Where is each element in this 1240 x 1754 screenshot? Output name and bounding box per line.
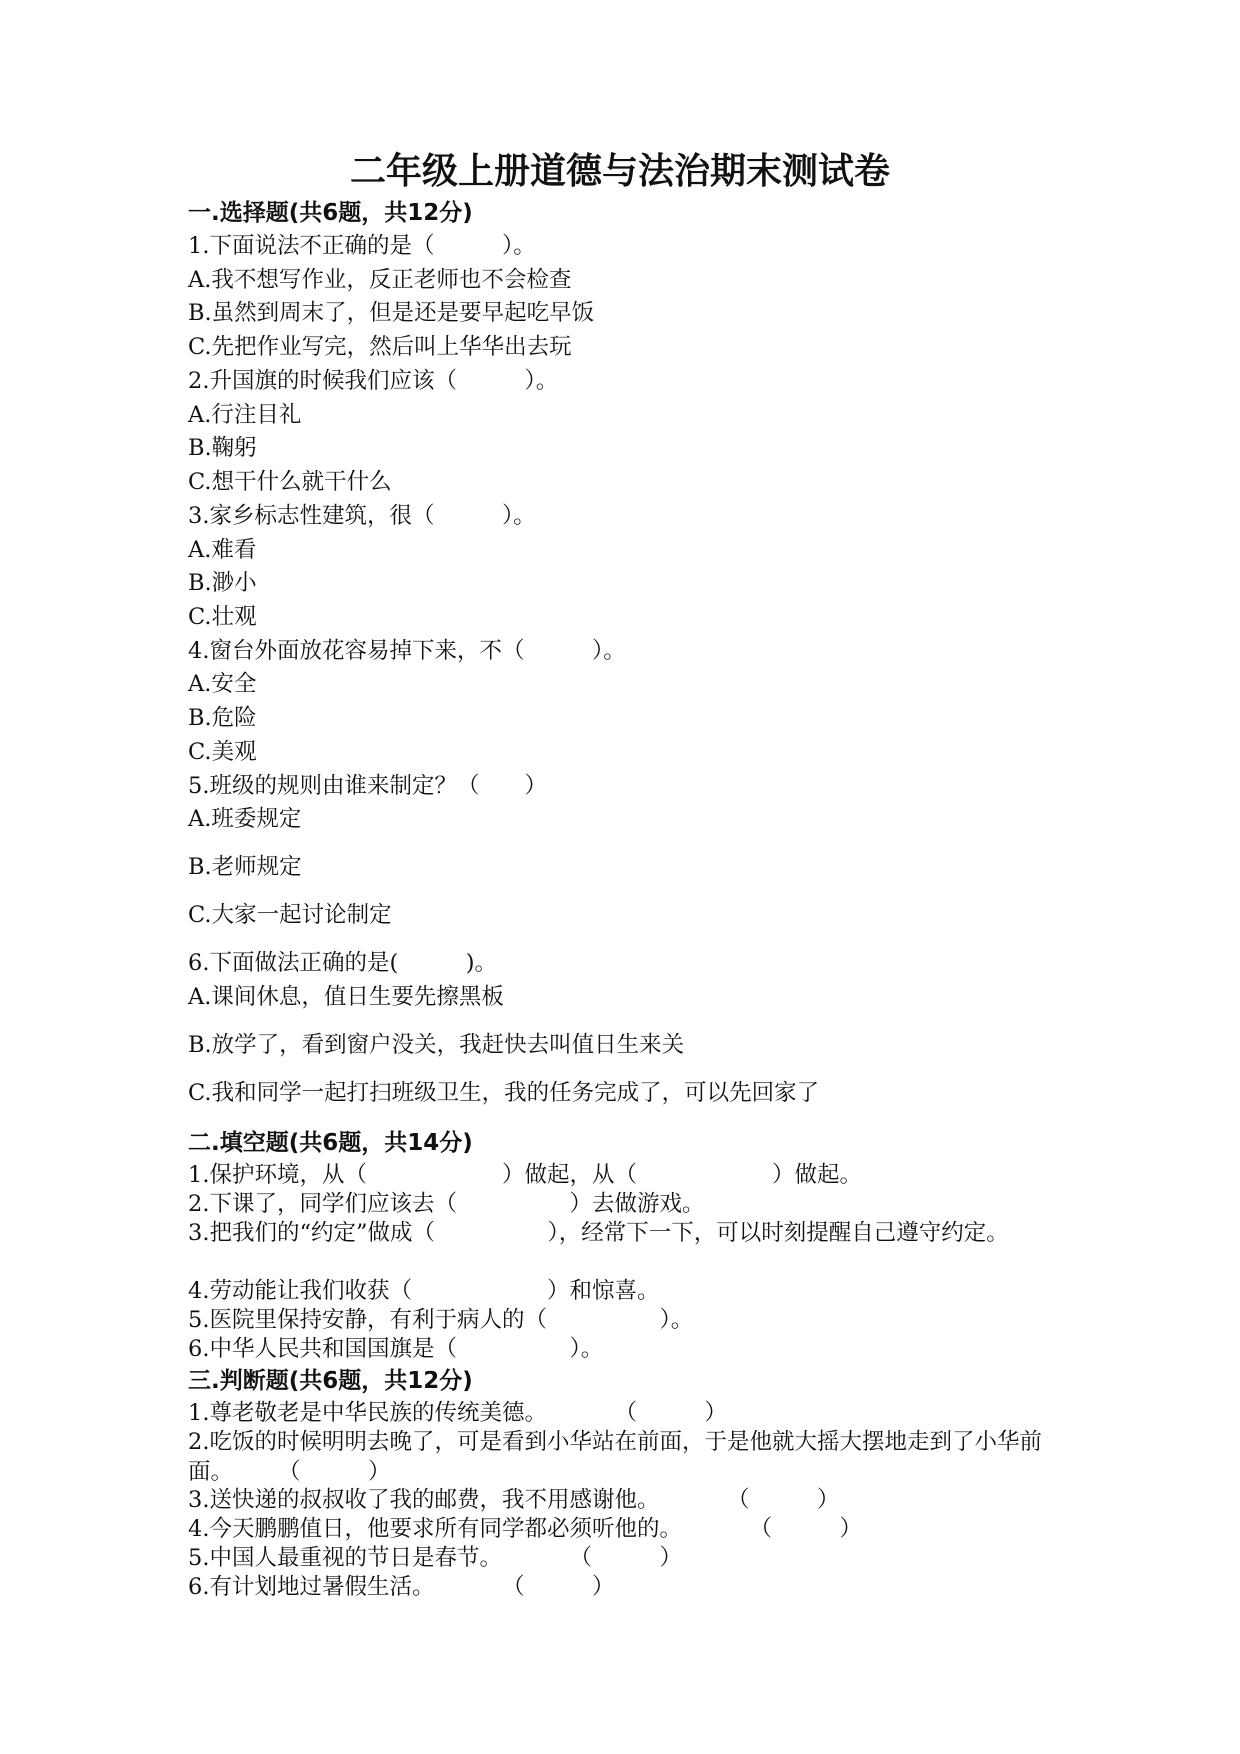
section-heading-choice: 一.选择题(共6题，共12分)	[188, 200, 473, 226]
question-text: 3.送快递的叔叔收了我的邮费，我不用感谢他。 （ ）	[188, 1487, 840, 1513]
question-text: 5.医院里保持安静，有利于病人的（ ）。	[188, 1307, 694, 1333]
question-text: 6.下面做法正确的是( )。	[188, 950, 498, 976]
option-text: C.先把作业写完，然后叫上华华出去玩	[188, 334, 572, 360]
option-text: B.虽然到周末了，但是还是要早起吃早饭	[188, 300, 595, 326]
option-text: B.危险	[188, 705, 257, 731]
question-text: 4.窗台外面放花容易掉下来，不（ ）。	[188, 638, 626, 664]
question-text: 3.家乡标志性建筑，很（ ）。	[188, 503, 536, 529]
option-text: C.壮观	[188, 604, 257, 630]
question-text: 6.有计划地过暑假生活。 （ ）	[188, 1574, 615, 1600]
option-text: C.想干什么就干什么	[188, 469, 392, 495]
question-text: 5.中国人最重视的节日是春节。 （ ）	[188, 1545, 682, 1571]
question-text: 1.下面说法不正确的是（ ）。	[188, 233, 536, 259]
question-text: 1.保护环境，从（ ）做起，从（ ）做起。	[188, 1162, 862, 1188]
option-text: C.美观	[188, 739, 257, 765]
question-text: 4.今天鹏鹏值日，他要求所有同学都必须听他的。 （ ）	[188, 1516, 862, 1542]
option-text: C.我和同学一起打扫班级卫生，我的任务完成了，可以先回家了	[188, 1080, 820, 1106]
option-text: B.渺小	[188, 570, 257, 596]
option-text: B.放学了，看到窗户没关，我赶快去叫值日生来关	[188, 1032, 685, 1058]
option-text: A.班委规定	[188, 806, 302, 832]
option-text: A.行注目礼	[188, 402, 302, 428]
exam-title: 二年级上册道德与法治期末测试卷	[349, 151, 890, 192]
question-text: 4.劳动能让我们收获（ ）和惊喜。	[188, 1278, 660, 1304]
option-text: A.课间休息，值日生要先擦黑板	[188, 984, 504, 1010]
question-text: 5.班级的规则由谁来制定？（ ）	[188, 773, 547, 799]
question-text: 2.吃饭的时候明明去晚了，可是看到小华站在前面，于是他就大摇大摆地走到了小华前面。 （ ）	[188, 1429, 1042, 1485]
question-text: 3.把我们的“约定”做成（ ），经常下一下，可以时刻提醒自己遵守约定。	[188, 1220, 1009, 1246]
option-text: B.老师规定	[188, 854, 302, 880]
option-text: A.安全	[188, 671, 257, 697]
question-text: 6.中华人民共和国国旗是（ ）。	[188, 1336, 604, 1362]
option-text: A.我不想写作业，反正老师也不会检查	[188, 267, 572, 293]
question-text: 2.升国旗的时候我们应该（ ）。	[188, 368, 559, 394]
question-text: 2.下课了，同学们应该去（ ）去做游戏。	[188, 1191, 705, 1217]
section-heading-fill: 二.填空题(共6题，共14分)	[188, 1130, 473, 1156]
question-text: 1.尊老敬老是中华民族的传统美德。 （ ）	[188, 1400, 727, 1426]
option-text: A.难看	[188, 537, 257, 563]
option-text: C.大家一起讨论制定	[188, 902, 392, 928]
option-text: B.鞠躬	[188, 435, 257, 461]
section-heading-judge: 三.判断题(共6题，共12分)	[188, 1368, 473, 1394]
